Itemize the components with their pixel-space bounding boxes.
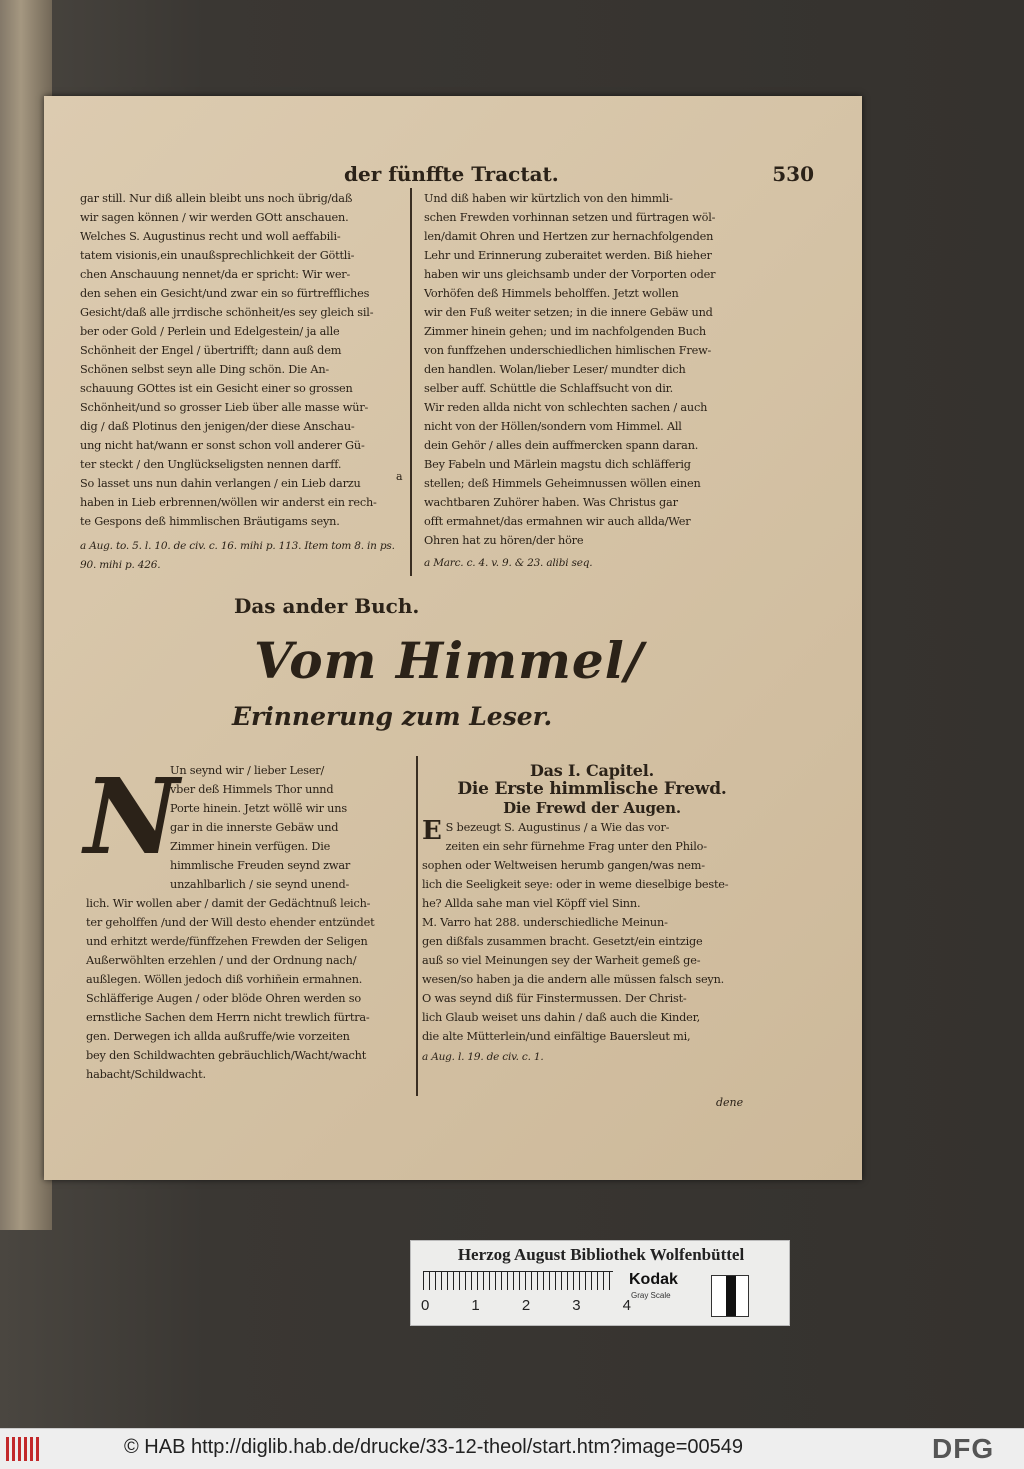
text-line: tatem visionis,ein unaußsprechlichkeit der Göttli- [80,249,355,262]
text-line: Vorhöfen deß Himmels beholffen. Jetzt wollen [424,287,679,300]
kodak-logo: Kodak [629,1271,678,1288]
chapter-heading: Die Erste himmlische Frewd. [457,779,727,799]
running-head [344,160,814,186]
text-line: wesen/so haben ja die andern alle müssen falsch seyn. [422,973,725,986]
text-line: ernstliche Sachen dem Herrn nicht trewlich fürtra- [86,1011,370,1024]
text-line: wir den Fuß weiter setzen; in die innere Gebäw und [424,306,713,319]
text-line: gar still. Nur diß allein bleibt uns noch übrig/daß [80,192,353,205]
text-line: Schönheit der Engel / übertrifft; dann auß dem [80,344,342,357]
library-label [410,1240,790,1326]
text-line: Gesicht/daß alle jrrdische schönheit/es sey gleich sil- [80,306,374,319]
text-line: bey den Schildwachten gebräuchlich/Wacht/wacht [86,1049,367,1062]
text-line: stellen; deß Himmels Geheimnussen wöllen einen [424,477,701,490]
footnote: a Aug. to. 5. l. 10. de civ. c. 16. mihi p. 113. Item tom 8. in ps. 90. mihi p. 426. [80,540,395,571]
library-name: Herzog August Bibliothek Wolfenbüttel [457,1245,745,1264]
text-line: Bey Fabeln und Märlein magstu dich schläfferig [424,458,691,471]
gray-scale-caption: Gray Scale [631,1291,671,1300]
text-line: Schönen selbst seyn alle Ding schön. Die An- [80,363,330,376]
catchword: dene [716,1096,744,1109]
chapter-number: Das I. Capitel. [529,761,655,780]
ruler-number: 3 [572,1297,581,1314]
sub-title: Erinnerung zum Leser. [232,702,553,731]
text-line: habacht/Schildwacht. [86,1068,206,1081]
text-line: M. Varro hat 288. underschiedliche Meinun- [422,916,668,929]
dfg-logo: DFG [932,1433,995,1464]
book-page [44,96,862,1180]
text-line: unzahlbarlich / sie seynd unend- [170,878,350,891]
ruler-number: 1 [471,1297,480,1314]
ruler-number: 0 [421,1297,430,1314]
text-line: vber deß Himmels Thor unnd [170,783,334,796]
text-line: lich die Seeligkeit seye: oder in weme dieselbige beste- [422,878,729,891]
text-line: Und diß haben wir kürtzlich von den himmli- [424,192,673,205]
text-line [422,816,762,846]
text-line: selber auff. Schüttle die Schlaffsucht von dir. [424,382,673,395]
text-line: dig / daß Plotinus den jenigen/der diese Anschau- [80,420,355,433]
text-line: die alte Mütterlein/und einfältige Bauersleut mi, [422,1030,691,1043]
ruler-scale [423,1271,613,1290]
text-line: Zimmer hinein gehen; und im nachfolgenden Buch [424,325,706,338]
text-line: schauung GOttes ist ein Gesicht einer so grossen [80,382,353,395]
book-title: Das ander Buch. [234,594,420,618]
text-line: O was seynd diß für Finstermussen. Der Christ- [422,992,687,1005]
text-line: lich. Wir wollen aber / damit der Gedächtnuß leich- [86,897,371,910]
text-line: gen. Derwegen ich allda außruffe/wie vorzeiten [86,1030,350,1043]
text-line: von funffzehen underschiedlichen himlischen Frew- [424,344,712,357]
margin-letter: a [396,470,403,483]
chapter-subheading: Die Frewd der Augen. [503,799,681,817]
bottom-right-column [422,761,762,1067]
text-line: gar in die innerste Gebäw und [170,821,339,834]
text-line: wachtbaren Zuhörer haben. Was Christus gar [424,496,678,509]
gray-scale-swatch [711,1275,749,1317]
footnote: a Marc. c. 4. v. 9. & 23. alibi seq. [424,557,593,569]
text-line: und erhitzt werde/fünffzehen Frewden der Seligen [86,935,368,948]
text-line: haben in Lieb erbrennen/wöllen wir anderst ein rech- [80,496,377,509]
text-line: haben wir uns gleichsamb under der Vorporten oder [424,268,716,281]
text-line: den sehen ein Gesicht/und zwar ein so fürtreffliches [80,287,370,300]
text-line-content: S bezeugt S. Augustinus / a Wie das vor- [445,821,670,834]
running-head-title: der fünffte Tractat. [344,162,559,186]
text-line: den handlen. Wolan/lieber Leser/ mundter dich [424,363,686,376]
top-right-column [424,189,754,573]
ruler-numbers [421,1297,631,1314]
text-line: wir sagen können / wir werden GOtt anschauen. [80,211,349,224]
page-number: 530 [772,162,814,186]
copyright-link[interactable]: © HAB http://diglib.hab.de/drucke/33-12-theol/start.htm?image=00549 [124,1436,743,1458]
text-line: außlegen. Wöllen jedoch diß vorhiñein ermahnen. [86,973,363,986]
ruler-number: 2 [521,1297,531,1314]
text-line: Un seynd wir / lieber Leser/ [170,764,325,777]
text-line: Porte hinein. Jetzt wöllẽ wir uns [170,802,347,815]
text-line: Lehr und Erinnerung zuberaitet werden. Biß hieher [424,249,712,262]
text-line: chen Anschauung nennet/da er spricht: Wir wer- [80,268,351,281]
text-line: te Gespons deß himmlischen Bräutigams seyn. [80,515,340,528]
text-line: Ohren hat zu hören/der höre [424,534,584,547]
text-line: sophen oder Weltweisen herumb gangen/was nem- [422,859,705,872]
text-line: himmlische Freuden seynd zwar [170,859,351,872]
text-line: Zimmer hinein verfügen. Die [170,840,331,853]
bottom-left-column [86,761,414,1084]
text-line: he? Allda sahe man viel Köpff viel Sinn. [422,897,641,910]
column-divider [410,188,412,576]
text-line: schen Frewden vorhinnan setzen und fürtragen wöl- [424,211,716,224]
text-line: zeiten ein sehr fürnehme Frag unter den Philo- [445,840,707,853]
text-line: gen dißfals zusammen bracht. Gesetzt/ein eintzige [422,935,703,948]
text-line: Schönheit/und so grosser Lieb über alle masse wür- [80,401,369,414]
text-line: len/damit Ohren und Hertzen zur hernachfolgenden [424,230,714,243]
text-line: offt ermahnet/das ermahnen wir auch allda/Wer [424,515,691,528]
main-title: Vom Himmel/ [254,631,644,690]
ruler-number: 4 [622,1297,631,1314]
text-line: ter steckt / den Unglückseligsten nennen darff. [80,458,342,471]
footnote: a Aug. l. 19. de civ. c. 1. [422,1051,544,1063]
text-line: So lasset uns nun dahin verlangen / ein Lieb darzu [80,477,361,490]
chapter-initial: E [422,816,442,846]
text-line: lich Glaub weiset uns dahin / daß auch die Kinder, [422,1011,700,1024]
text-line: Schläfferige Augen / oder blöde Ohren werden so [86,992,361,1005]
text-line: nicht von der Höllen/sondern vom Himmel. All [424,420,682,433]
text-line: dein Gehör / alles dein auffmercken spann daran. [424,439,699,452]
footer-bar [0,1428,1024,1469]
top-left-column [80,189,404,575]
text-line: Wir reden allda nicht von schlechten sachen / auch [424,401,708,414]
text-line: ung nicht hat/wann er sonst schon voll anderer Gü- [80,439,365,452]
text-line: ter geholffen /und der Will desto ehender entzündet [86,916,375,929]
decorated-initial: N [84,755,180,878]
barcode-icon [6,1437,40,1461]
text-line: ber oder Gold / Perlein und Edelgestein/ ja alle [80,325,340,338]
column-divider [416,756,418,1096]
text-line: Außerwöhlten erzehlen / und der Ordnung nach/ [86,954,357,967]
text-line: auß so viel Meinungen sey der Warheit gemeß ge- [422,954,701,967]
text-line: Welches S. Augustinus recht und woll aeffabili- [80,230,341,243]
